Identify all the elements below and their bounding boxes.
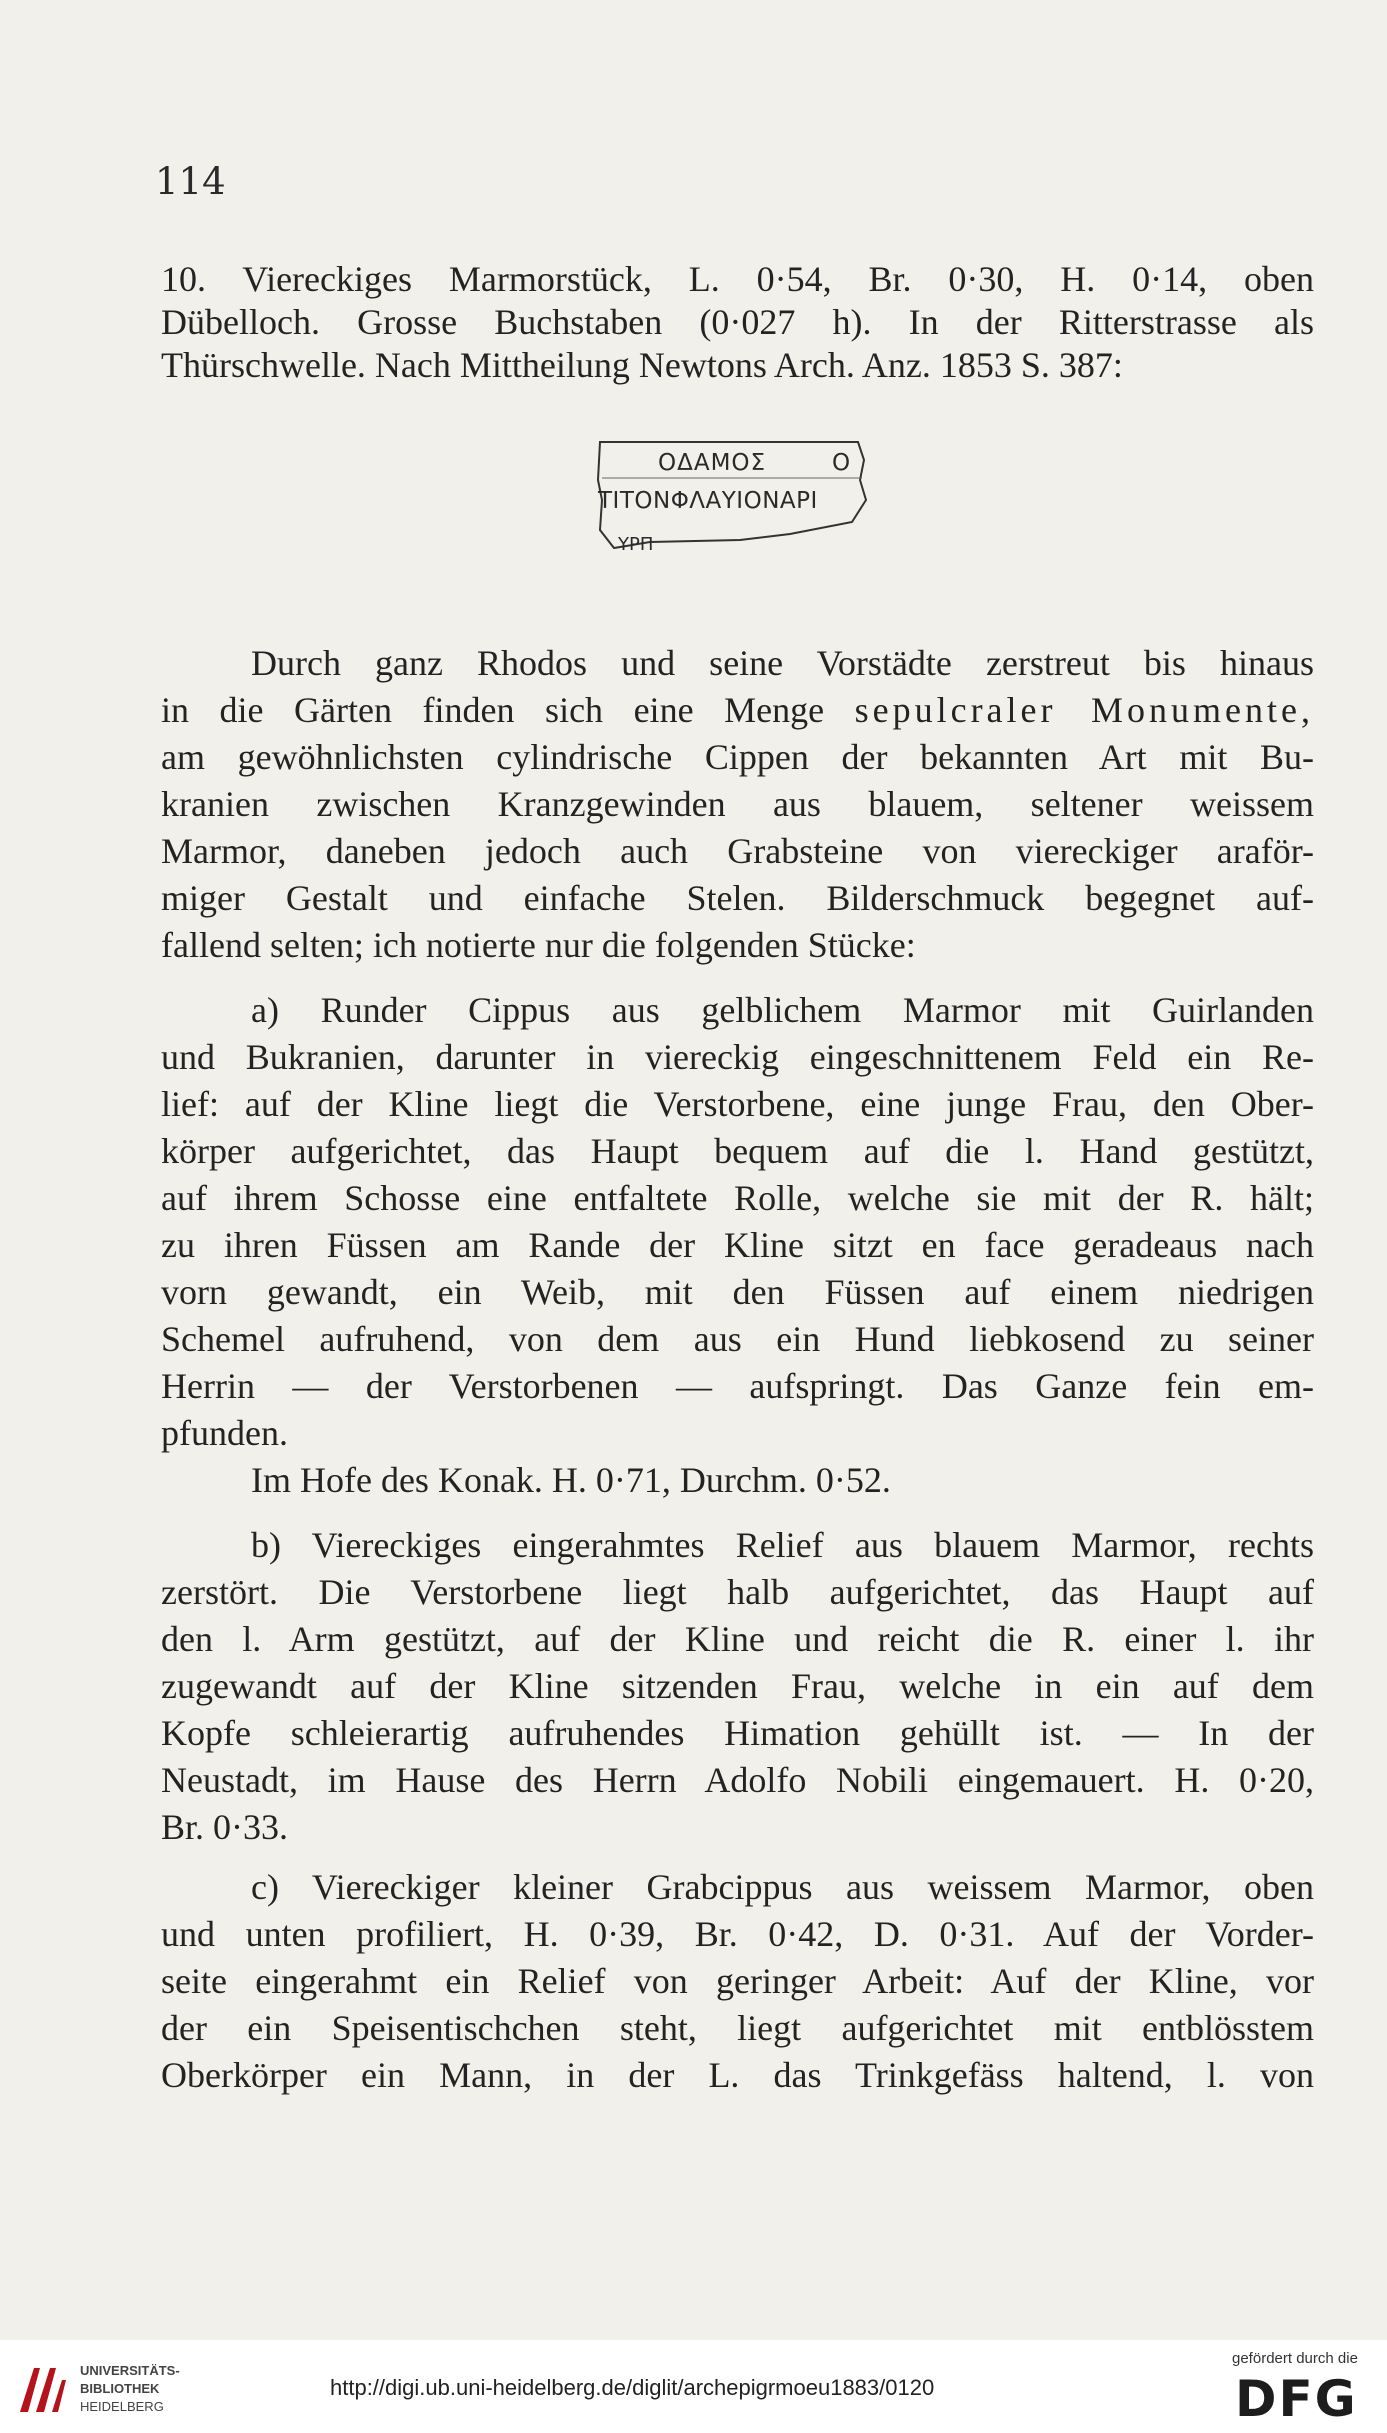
text-line: den l. Arm gestützt, auf der Kline und reicht die R. einer l. ihr: [161, 1619, 1314, 1659]
text-line: miger Gestalt und einfache Stelen. Bilderschmuck begegnet auf-: [161, 878, 1314, 918]
text-line: b) Viereckiges eingerahmtes Relief aus blauem Marmor, rechts: [251, 1525, 1314, 1565]
text-line: vorn gewandt, ein Weib, mit den Füssen auf einem niedrigen: [161, 1272, 1314, 1312]
text-line: der ein Speisentischchen steht, liegt aufgerichtet mit entblösstem: [161, 2008, 1314, 2048]
text-line: auf ihrem Schosse eine entfaltete Rolle, welche sie mit der R. hält;: [161, 1178, 1314, 1218]
intro-paragraph: [161, 640, 1314, 969]
inscription-line-1: ΟΔΑΜΟΣ: [658, 450, 767, 476]
text-line: Dübelloch. Grosse Buchstaben (0·027 h). In der Ritterstrasse als: [161, 302, 1314, 342]
page-number: 114: [155, 160, 226, 203]
text-line: Kopfe schleierartig aufruhendes Himation gehüllt ist. — In der: [161, 1713, 1314, 1753]
text-line: pfunden.: [161, 1413, 288, 1453]
item-c: [161, 1864, 1314, 2099]
inscription-line-3: ΥΡΠ: [618, 534, 654, 555]
text-line: Im Hofe des Konak. H. 0·71, Durchm. 0·52.: [251, 1460, 891, 1500]
text-line: zugewandt auf der Kline sitzenden Frau, welche in ein auf dem: [161, 1666, 1314, 1706]
text-line: Schemel aufruhend, von dem aus ein Hund liebkosend zu seiner: [161, 1319, 1314, 1359]
entry-10: [161, 258, 1314, 387]
text-line: Durch ganz Rhodos und seine Vorstädte zerstreut bis hinaus: [251, 643, 1314, 683]
text-line: seite eingerahmt ein Relief von geringer Arbeit: Auf der Kline, vor: [161, 1961, 1314, 2001]
funding-note: gefördert durch die: [1232, 2350, 1358, 2367]
text-line: a) Runder Cippus aus gelblichem Marmor mit Guirlanden: [251, 990, 1314, 1030]
text-line: in die Gärten finden sich eine Menge sepulcraler Monumente,: [161, 690, 1315, 730]
inscription-sketch: [590, 430, 880, 570]
text-line: Marmor, daneben jedoch auch Grabsteine von viereckiger araför-: [161, 831, 1314, 871]
text-line: körper aufgerichtet, das Haupt bequem auf die l. Hand gestützt,: [161, 1131, 1314, 1171]
text-line: Neustadt, im Hause des Herrn Adolfo Nobili eingemauert. H. 0·20,: [161, 1760, 1314, 1800]
text-line: zerstört. Die Verstorbene liegt halb aufgerichtet, das Haupt auf: [161, 1572, 1314, 1612]
text-line: und unten profiliert, H. 0·39, Br. 0·42, D. 0·31. Auf der Vorder-: [161, 1914, 1314, 1954]
dfg-logo: DFG: [1235, 2370, 1358, 2428]
source-url-link[interactable]: http://digi.ub.uni-heidelberg.de/diglit/archepigrmoeu1883/0120: [330, 2375, 935, 2400]
text-line: und Bukranien, darunter in viereckig eingeschnittenem Feld ein Re-: [161, 1037, 1314, 1077]
spaced-text: sepulcraler Monumente,: [854, 690, 1315, 730]
text-line: fallend selten; ich notierte nur die folgenden Stücke:: [161, 925, 916, 965]
text-line: Thürschwelle. Nach Mittheilung Newtons Arch. Anz. 1853 S. 387:: [161, 345, 1123, 385]
library-line: HEIDELBERG: [80, 2399, 164, 2414]
text-line: 10. Viereckiges Marmorstück, L. 0·54, Br. 0·30, H. 0·14, oben: [161, 259, 1314, 299]
footer-bar: [0, 2340, 1387, 2433]
text-line: Herrin — der Verstorbenen — aufspringt. Das Ganze fein em-: [161, 1366, 1314, 1406]
text-line: Oberkörper ein Mann, in der L. das Trinkgefäss haltend, l. von: [161, 2055, 1314, 2095]
text-line: Br. 0·33.: [161, 1807, 289, 1847]
text-line: am gewöhnlichsten cylindrische Cippen der bekannten Art mit Bu-: [161, 737, 1314, 777]
item-a: [161, 987, 1314, 1504]
library-line: BIBLIOTHEK: [80, 2381, 160, 2396]
text-line: zu ihren Füssen am Rande der Kline sitzt en face geradeaus nach: [161, 1225, 1314, 1265]
library-line: UNIVERSITÄTS-: [80, 2363, 180, 2378]
text-line: lief: auf der Kline liegt die Verstorbene, eine junge Frau, den Ober-: [161, 1084, 1314, 1124]
inscription-line-2: ΤΙΤΟΝΦΛΑΥΙΟΝΑΡΙ: [598, 488, 818, 514]
inscription-line-1b: Ο: [832, 450, 851, 476]
text-line: kranien zwischen Kranzgewinden aus blauem, seltener weissem: [161, 784, 1314, 824]
item-b: [161, 1522, 1314, 1851]
library-name: [80, 2362, 180, 2416]
text-line: c) Viereckiger kleiner Grabcippus aus weissem Marmor, oben: [251, 1867, 1314, 1907]
university-logo-icon: [14, 2360, 70, 2420]
